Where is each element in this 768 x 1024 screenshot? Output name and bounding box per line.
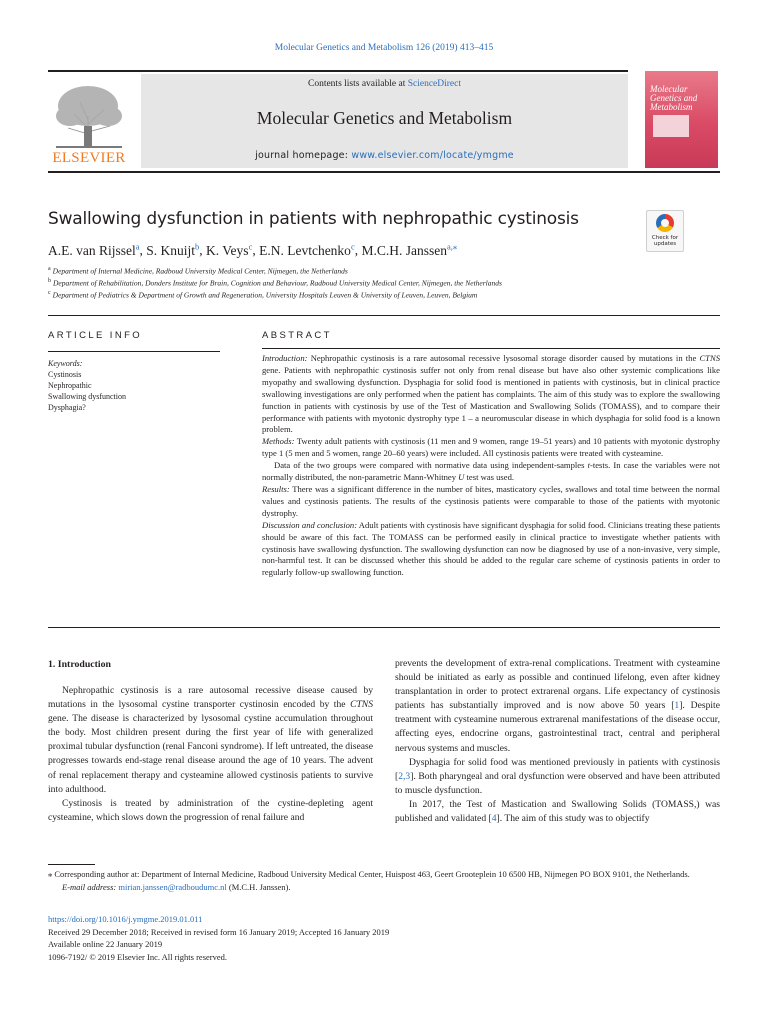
body-right-column xyxy=(395,657,720,826)
homepage-prefix: journal homepage: xyxy=(255,150,352,161)
sciencedirect-link[interactable]: ScienceDirect xyxy=(407,79,461,89)
keyword: Swallowing dysfunction xyxy=(48,392,126,401)
body-paragraph: Cystinosis is treated by administration of the cystine-depleting agent cysteamine, which slows down the progression of renal failure and xyxy=(48,797,373,823)
footnote-rule xyxy=(48,864,95,865)
corresponding-author-note: ⁎ Corresponding author at: Department of Internal Medicine, Radboud University Medical Center, Huispost 463, Geert Grooteplein 10 6500 HB, Nijmegen PO BOX 9101, the Netherlands. xyxy=(48,869,690,879)
homepage-line xyxy=(141,150,628,161)
body-left-column xyxy=(48,684,373,825)
author[interactable]: A.E. van Rijssel$^a$ xyxy=(48,241,140,258)
citation-link[interactable]: 4 xyxy=(491,813,497,825)
available-online: Available online 22 January 2019 xyxy=(48,939,163,950)
body-paragraph: Nephropathic cystinosis is a rare autosomal recessive disease caused by mutations in the lysosomal cystine transporter cystinosin encoded by the CTNS gene. The disease is characterized by lysosomal cystine accumulation throughout the body. Most children present during the first year of life with generalized proximal tubular dysfunction (renal Fanconi syndrome). If left untreated, the disease progresses towards end-stage renal disease around the age of 10 years. The advent of renal replacement therapy and cysteamine allowed cystinosis patients to survive into adulthood. xyxy=(48,685,373,795)
abstract-results: Results: There was a significant difference in the number of bites, masticatory cycles, swallows and total time between the normal values and cystinosis patients. The results of the cystinosis patients were comparable to those of the patients with myotonic dystrophy. xyxy=(262,483,720,518)
body-paragraph: In 2017, the Test of Mastication and Swallowing Solids (TOMASS,) was published and validated [4]. The aim of this study was to objectify xyxy=(395,798,720,825)
keyword: Nephropathic xyxy=(48,381,92,390)
abstract-label: ABSTRACT xyxy=(262,330,332,341)
abstract-data: Data of the two groups were compared with normative data using independent-samples t-tests. In case the variables were not normally distributed, the non-parametric Mann-Whitney U test was used. xyxy=(262,460,720,483)
contents-line xyxy=(141,79,628,89)
citation-link[interactable]: 2,3 xyxy=(398,770,411,782)
paper-title: Swallowing dysfunction in patients with nephropathic cystinosis xyxy=(48,209,579,229)
body-paragraph: prevents the development of extra-renal complications. Treatment with cysteamine should be initiated as early as possible and continued lifelong, even after kidney transplantation in order to protect extrarenal organs. Life expectancy of cystinosis patients has substantially improved and is now above 50 years [1]. Despite treatment with cysteamine numerous extrarenal manifestations of the disease occur, affecting eyes, endocrine organs, gastrointestinal tract, central and peripheral nervous systems and muscles. xyxy=(395,658,720,754)
info-top-rule xyxy=(48,315,720,316)
abstract-text xyxy=(262,353,720,579)
journal-cover-thumbnail[interactable] xyxy=(645,71,718,168)
article-info-label: ARTICLE INFO xyxy=(48,330,143,341)
check-updates-label: Check for updates xyxy=(651,235,679,247)
author[interactable]: M.C.H. Janssen$^{a,⁎}$ xyxy=(361,241,458,258)
check-for-updates-badge[interactable] xyxy=(646,210,684,252)
affiliation-a: $^a$ Department of Internal Medicine, Radboud University Medical Center, Nijmegen, the Netherlands xyxy=(48,266,348,276)
section-heading-introduction: 1. Introduction xyxy=(48,659,111,670)
journal-reference[interactable]: Molecular Genetics and Metabolism 126 (2019) 413–415 xyxy=(274,43,494,53)
author[interactable]: K. Veys$^c$ xyxy=(206,241,253,258)
email-link[interactable]: mirian.janssen@radboudumc.nl xyxy=(118,881,227,892)
abstract-rule xyxy=(262,348,720,349)
keywords-block xyxy=(48,358,126,413)
author-list: A.E. van Rijssel$^a$, S. Knuijt$^b$, K. Veys$^c$, E.N. Levtchenko$^c$, M.C.H. Janssen$^{a,⁎}$ xyxy=(48,241,458,258)
author[interactable]: S. Knuijt$^b$ xyxy=(146,241,200,258)
email-line: E-mail address: mirian.janssen@radboudumc.nl (M.C.H. Janssen). xyxy=(62,881,291,892)
citation-link[interactable]: 1 xyxy=(674,700,680,712)
abstract-introduction: Introduction: Nephropathic cystinosis is a rare autosomal recessive lysosomal storage disorder caused by mutations in the CTNS gene. Patients with nephropathic cystinosis suffer not only from renal disease but have also other systemic complications like myopathy and swallowing dysfunction. Dysphagia for solid food is mentioned in patients with cystinosis, but in clinical practice swallowing investigations are only performed when the patient has complaints. The aim of this study was to explore the swallowing function in patients with cystinosis by use of the Test of Mastication and Swallowing Solids (TOMASS), and to compare their performance with patients with myotonic dystrophy type 1 – a neuromuscular disease in which dysphagia for solid food is a known problem. xyxy=(262,353,720,435)
elsevier-wordmark: ELSEVIER xyxy=(52,150,126,166)
affiliation-c: $^c$ Department of Pediatrics & Department of Growth and Regeneration, University Hospitals Leuven & University of Leuven, Leuven, Belgium xyxy=(48,290,478,300)
keyword: Cystinosis xyxy=(48,370,82,379)
homepage-link[interactable]: www.elsevier.com/locate/ymgme xyxy=(351,150,514,161)
article-info-rule xyxy=(48,351,220,352)
abstract-discussion: Discussion and conclusion: Adult patients with cystinosis have significant dysphagia for solid food. Clinicians treating these patients should be aware of this fact. The TOMASS can be performed easily in clinical practice to investigate whether patients with cystinosis have swallowing dysfunction. The swallowing dysfunction can now be diagnosed by use of a non-invasive, very simple, non-harmful test. It can be discussed whether this should be added to the regular care scheme of cystinosis patients in order to regularly follow-up swallowing function. xyxy=(262,519,720,578)
body-paragraph: Dysphagia for solid food was mentioned previously in patients with cystinosis [2,3]. Both pharyngeal and oral dysfunction were observed and have been attributed to muscle dysfunction. xyxy=(395,756,720,796)
keyword: Dysphagia? xyxy=(48,403,86,412)
masthead-bottom-rule xyxy=(48,171,720,173)
doi-link[interactable]: https://doi.org/10.1016/j.ymgme.2019.01.011 xyxy=(48,914,203,924)
masthead-top-rule xyxy=(48,70,628,72)
copyright: 1096-7192/ © 2019 Elsevier Inc. All rights reserved. xyxy=(48,951,228,962)
contents-prefix: Contents lists available at xyxy=(307,79,408,89)
affiliation-b: $^b$ Department of Rehabilitation, Donders Institute for Brain, Cognition and Behaviour, Radboud University Medical Center, Nijmegen, the Netherlands xyxy=(48,278,502,288)
abstract-methods: Methods: Twenty adult patients with cystinosis (11 men and 9 women, range 19–51 years) and 10 patients with myotonic dystrophy type 1 (5 men and 5 women, range 20–60 years) were included. All cystinosis patients were treated with cysteamine. xyxy=(262,436,720,459)
footnotes xyxy=(48,868,720,893)
cover-title: Molecular Genetics and Metabolism xyxy=(650,84,698,112)
received-dates: Received 29 December 2018; Received in revised form 16 January 2019; Accepted 16 January 2019 xyxy=(48,926,390,937)
cover-panel xyxy=(653,115,689,137)
author[interactable]: E.N. Levtchenko$^c$ xyxy=(259,241,355,258)
abstract-bottom-rule xyxy=(48,627,720,628)
keywords-label: Keywords: xyxy=(48,359,83,368)
article-history xyxy=(48,913,720,963)
journal-title: Molecular Genetics and Metabolism xyxy=(256,108,513,128)
check-updates-icon xyxy=(656,214,674,232)
